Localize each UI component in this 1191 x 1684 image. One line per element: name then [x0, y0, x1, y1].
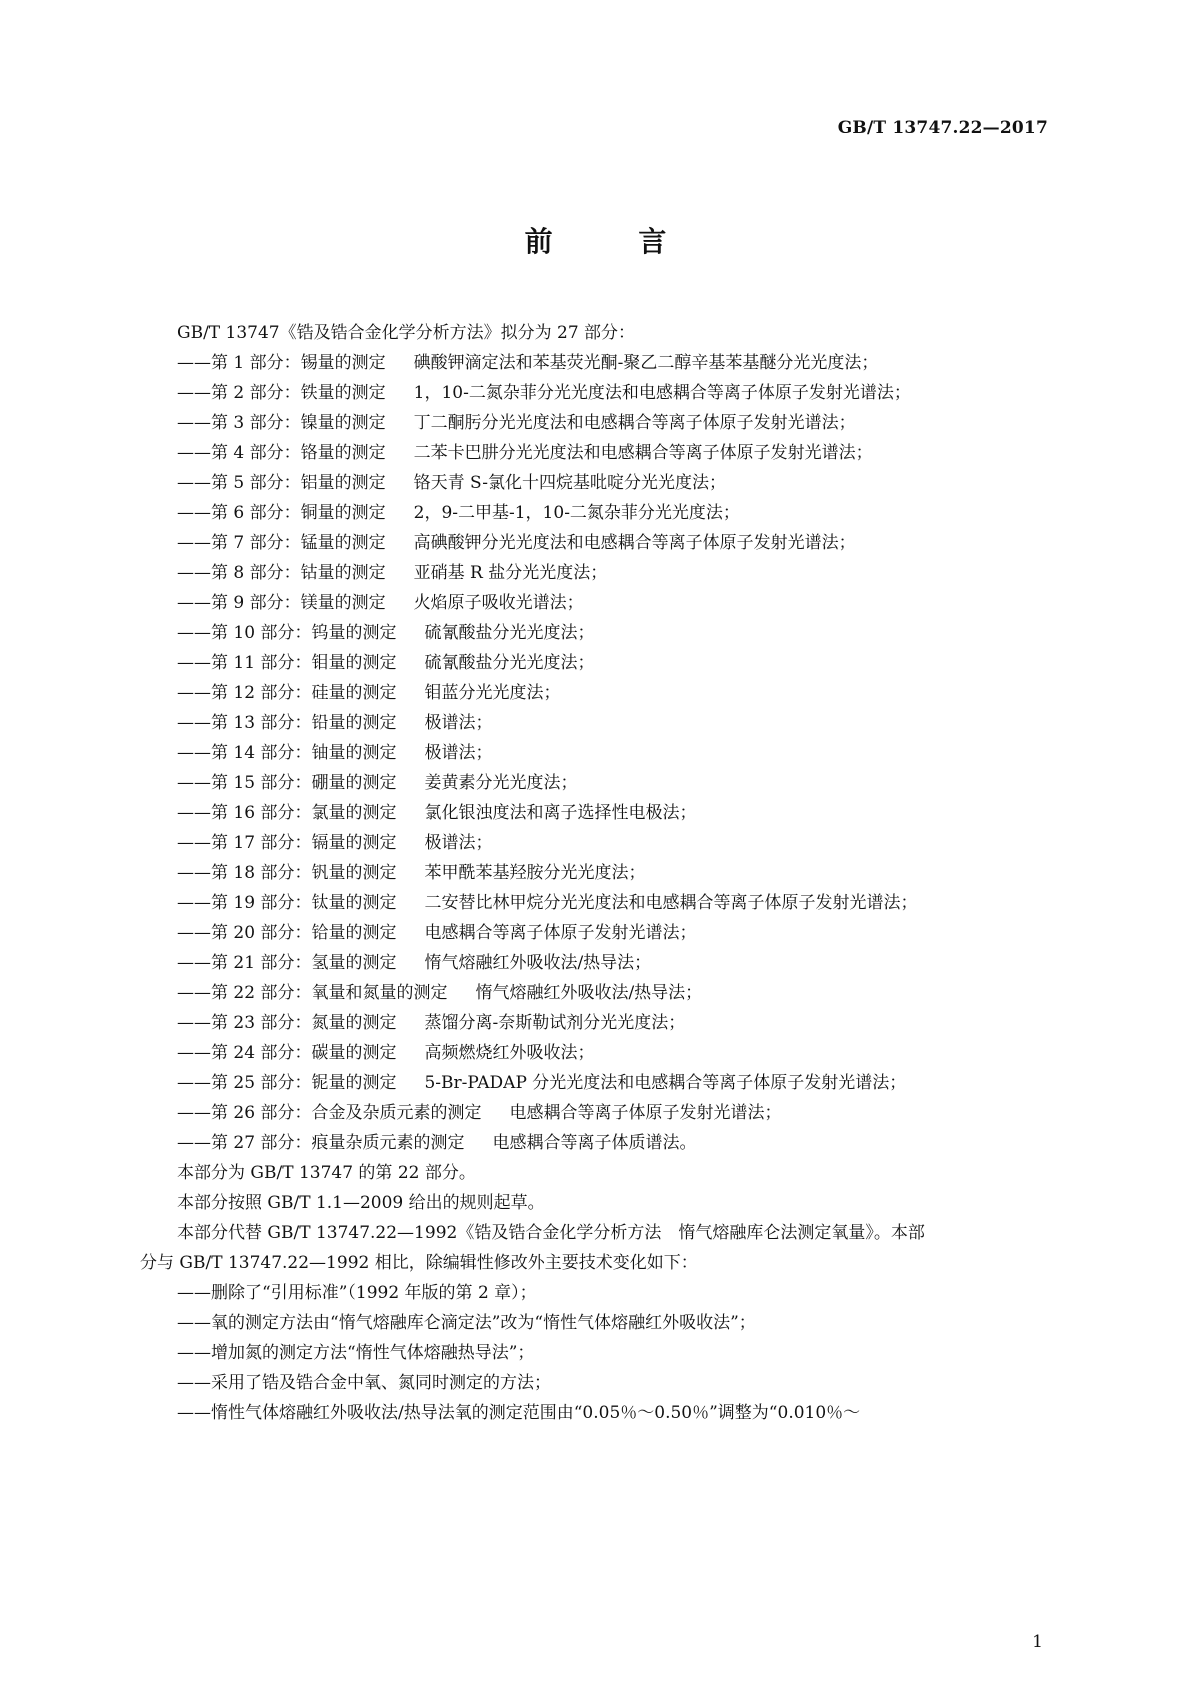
part-label: ——第 23 部分：氮量的测定	[177, 1013, 397, 1033]
list-item	[175, 948, 1075, 978]
list-item	[175, 528, 1075, 558]
paragraph-replacement-line2: 分与 GB/T 13747.22—1992 相比，除编辑性修改外主要技术变化如下：	[140, 1253, 698, 1273]
paragraph-drafting-rules: 本部分按照 GB/T 1.1—2009 给出的规则起草。	[177, 1193, 545, 1213]
part-label: ——第 24 部分：碳量的测定	[177, 1043, 397, 1063]
part-label: ——第 10 部分：钨量的测定	[177, 623, 397, 643]
page-title: 前 言	[524, 225, 705, 258]
part-label: ——第 14 部分：铀量的测定	[177, 743, 397, 763]
part-label: ——第 4 部分：铬量的测定	[177, 443, 386, 463]
list-item	[175, 558, 1075, 588]
list-item	[175, 588, 1075, 618]
part-label: ——第 15 部分：硼量的测定	[177, 773, 397, 793]
part-label: ——第 3 部分：镍量的测定	[177, 413, 386, 433]
list-item: ——删除了“引用标准”（1992 年版的第 2 章）；	[177, 1283, 537, 1303]
part-method: 硫氰酸盐分光光度法；	[424, 653, 595, 673]
part-method: 极谱法；	[424, 713, 493, 733]
paragraph-replacement-line1: 本部分代替 GB/T 13747.22—1992《锆及锆合金化学分析方法 惰气熔融库仑法测定氧量》。本部	[177, 1223, 925, 1243]
list-item	[175, 1128, 1075, 1158]
part-method: 电感耦合等离子体质谱法。	[492, 1133, 697, 1153]
list-item	[175, 1008, 1075, 1038]
part-label: ——第 25 部分：铌量的测定	[177, 1073, 397, 1093]
part-label: ——第 21 部分：氢量的测定	[177, 953, 397, 973]
list-item	[175, 618, 1075, 648]
part-label: ——第 16 部分：氯量的测定	[177, 803, 397, 823]
part-label: ——第 22 部分：氧量和氮量的测定	[177, 983, 448, 1003]
list-item	[175, 438, 1075, 468]
part-method: 火焰原子吸收光谱法；	[413, 593, 584, 613]
part-label: ——第 11 部分：钼量的测定	[177, 653, 397, 673]
part-method: 高频燃烧红外吸收法；	[424, 1043, 595, 1063]
part-label: ——第 9 部分：镁量的测定	[177, 593, 386, 613]
intro-paragraph: GB/T 13747《锆及锆合金化学分析方法》拟分为 27 部分：	[177, 323, 636, 343]
part-method: 铬天青 S-氯化十四烷基吡啶分光光度法；	[413, 473, 727, 493]
list-item	[175, 828, 1075, 858]
list-item	[175, 408, 1075, 438]
part-label: ——第 6 部分：铜量的测定	[177, 503, 386, 523]
paragraph-part-number: 本部分为 GB/T 13747 的第 22 部分。	[177, 1163, 476, 1183]
changes-list	[175, 1278, 1075, 1428]
list-item: ——采用了锆及锆合金中氧、氮同时测定的方法；	[177, 1373, 551, 1393]
part-method: 1，10-二氮杂菲分光光度法和电感耦合等离子体原子发射光谱法；	[413, 383, 911, 403]
part-label: ——第 18 部分：钒量的测定	[177, 863, 397, 883]
part-method: 二安替比林甲烷分光光度法和电感耦合等离子体原子发射光谱法；	[424, 893, 918, 913]
list-item	[175, 678, 1075, 708]
part-method: 硫氰酸盐分光光度法；	[424, 623, 595, 643]
list-item	[175, 888, 1075, 918]
part-method: 极谱法；	[424, 833, 493, 853]
part-method: 苯甲酰苯基羟胺分光光度法；	[424, 863, 646, 883]
list-item	[175, 1068, 1075, 1098]
part-method: 极谱法；	[424, 743, 493, 763]
list-item: ——增加氮的测定方法“惰性气体熔融热导法”；	[177, 1343, 535, 1363]
part-method: 惰气熔融红外吸收法/热导法；	[475, 983, 703, 1003]
list-item	[175, 468, 1075, 498]
part-label: ——第 7 部分：锰量的测定	[177, 533, 386, 553]
list-item	[175, 798, 1075, 828]
part-method: 电感耦合等离子体原子发射光谱法；	[424, 923, 697, 943]
list-item: ——惰性气体熔融红外吸收法/热导法氧的测定范围由“0.05％～0.50％”调整为“0.010％～	[177, 1403, 861, 1423]
list-item	[175, 498, 1075, 528]
part-method: 电感耦合等离子体原子发射光谱法；	[509, 1103, 782, 1123]
list-item	[175, 708, 1075, 738]
part-method: 氯化银浊度法和离子选择性电极法；	[424, 803, 697, 823]
part-label: ——第 26 部分：合金及杂质元素的测定	[177, 1103, 482, 1123]
part-method: 惰气熔融红外吸收法/热导法；	[424, 953, 652, 973]
list-item	[175, 648, 1075, 678]
part-label: ——第 5 部分：铝量的测定	[177, 473, 386, 493]
list-item	[175, 978, 1075, 1008]
part-method: 姜黄素分光光度法；	[424, 773, 578, 793]
list-item	[175, 768, 1075, 798]
list-item: ——氧的测定方法由“惰气熔融库仑滴定法”改为“惰性气体熔融红外吸收法”；	[177, 1313, 756, 1333]
list-item	[175, 1038, 1075, 1068]
document-body	[140, 318, 1075, 1428]
part-label: ——第 1 部分：锡量的测定	[177, 353, 386, 373]
part-method: 碘酸钾滴定法和苯基荧光酮-聚乙二醇辛基苯基醚分光光度法；	[413, 353, 879, 373]
part-method: 二苯卡巴肼分光光度法和电感耦合等离子体原子发射光谱法；	[413, 443, 873, 463]
part-label: ——第 20 部分：铪量的测定	[177, 923, 397, 943]
part-method: 钼蓝分光光度法；	[424, 683, 561, 703]
part-method: 亚硝基 R 盐分光光度法；	[413, 563, 608, 583]
part-label: ——第 2 部分：铁量的测定	[177, 383, 386, 403]
list-item	[175, 1098, 1075, 1128]
list-item	[175, 918, 1075, 948]
part-method: 2，9-二甲基-1，10-二氮杂菲分光光度法；	[413, 503, 740, 523]
list-item	[175, 378, 1075, 408]
part-method: 蒸馏分离-奈斯勒试剂分光光度法；	[424, 1013, 686, 1033]
standard-code: GB/T 13747.22—2017	[837, 118, 1048, 138]
parts-list	[175, 348, 1075, 1158]
part-label: ——第 17 部分：镉量的测定	[177, 833, 397, 853]
part-method: 5-Br-PADAP 分光光度法和电感耦合等离子体原子发射光谱法；	[424, 1073, 907, 1093]
part-label: ——第 27 部分：痕量杂质元素的测定	[177, 1133, 465, 1153]
list-item	[175, 738, 1075, 768]
part-label: ——第 12 部分：硅量的测定	[177, 683, 397, 703]
list-item	[175, 858, 1075, 888]
page-number: 1	[1032, 1632, 1043, 1652]
part-method: 高碘酸钾分光光度法和电感耦合等离子体原子发射光谱法；	[413, 533, 856, 553]
part-label: ——第 8 部分：钴量的测定	[177, 563, 386, 583]
list-item	[175, 348, 1075, 378]
part-method: 丁二酮肟分光光度法和电感耦合等离子体原子发射光谱法；	[413, 413, 856, 433]
part-label: ——第 19 部分：钛量的测定	[177, 893, 397, 913]
part-label: ——第 13 部分：铅量的测定	[177, 713, 397, 733]
